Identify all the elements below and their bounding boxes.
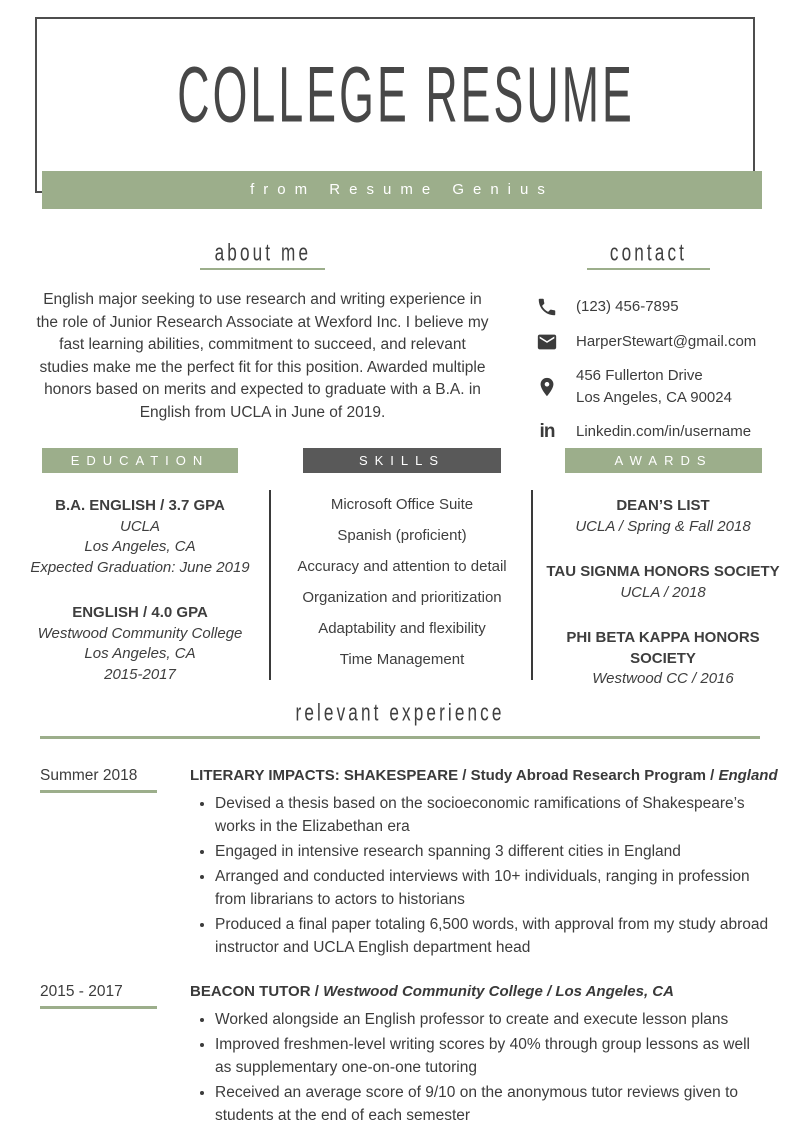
awards-column (538, 448, 788, 690)
subtitle-banner (42, 171, 762, 209)
contact-section (528, 240, 768, 455)
entry-body (190, 767, 778, 961)
email-icon (536, 330, 558, 354)
entry-title: LITERARY IMPACTS: SHAKESPEARE / Study Abroad Research Program / England (190, 767, 778, 784)
street-address: 456 Fullerton Drive Los Angeles, CA 90024 (576, 367, 732, 406)
location-icon (536, 375, 558, 399)
award-entry: TAU SIGNMA HONORS SOCIETY UCLA / 2018 (546, 563, 780, 601)
experience-rule (40, 736, 760, 739)
linkedin-url: Linkedin.com/in/username (576, 423, 752, 440)
experience-entry (40, 767, 778, 961)
email-address: HarperStewart@gmail.com (576, 333, 757, 350)
subtitle-text: from Resume Genius (250, 181, 554, 198)
contact-row-linkedin (536, 420, 768, 444)
phone-number: (123) 456-7895 (576, 298, 679, 315)
skill-item: Microsoft Office Suite (330, 496, 474, 513)
experience-entry (40, 983, 770, 1129)
education-entry: B.A. ENGLISH / 3.7 GPA UCLA Los Angeles, CA Expected Graduation: June 2019 (30, 497, 250, 576)
skills-list (283, 496, 521, 668)
bullet-item: • Devised a thesis based on the socioeconomic ramifications of Shakespeare’s works in the Elizabethan era (215, 792, 778, 838)
skills-column (283, 448, 521, 682)
education-entry: ENGLISH / 4.0 GPA Westwood Community College Los Angeles, CA 2015-2017 (37, 604, 243, 683)
skills-body (283, 496, 521, 668)
bullet-item: • Produced a final paper totaling 6,500 words, with approval from my study abroad instructor and UCLA English department head (215, 913, 778, 959)
page-title: COLLEGE RESUME (177, 51, 635, 139)
skill-item: Organization and prioritization (302, 589, 502, 606)
bullet-item: • Engaged in intensive research spanning 3 different cities in England (215, 840, 778, 863)
phone-icon (536, 295, 558, 319)
skill-item: Time Management (339, 651, 465, 668)
title-frame (35, 17, 755, 193)
award-entry: PHI BETA KAPPA HONORS SOCIETY Westwood CC / 2016 (566, 629, 760, 687)
education-banner: EDUCATION (42, 448, 238, 473)
bullet-item: • Arranged and conducted interviews with 10+ individuals, ranging in profession from librarians to actors to historians (215, 865, 778, 911)
entry-bullets (190, 1008, 770, 1127)
bullet-item: • Received an average score of 9/10 on the anonymous tutor reviews given to students at the end of each semester (215, 1081, 770, 1127)
contact-row-email (536, 330, 768, 354)
bullet-item: • Worked alongside an English professor to create and execute lesson plans (215, 1008, 770, 1031)
contact-row-address (536, 365, 768, 409)
contact-list (528, 295, 768, 444)
skill-item: Adaptability and flexibility (318, 620, 486, 637)
about-text: English major seeking to use research and writing experience in the role of Junior Research Associate at Wexford Inc. I believe my fast learning abilities, commitment to succeed, and relevant studies make me the perfect fit for this position. Awarded multiple honors based on merits and expected to graduate with a B.A. in English from UCLA in June of 2019. (36, 291, 489, 421)
skills-banner: SKILLS (303, 448, 501, 473)
awards-banner: AWARDS (565, 448, 762, 473)
entry-bullets (190, 792, 778, 959)
entry-title: BEACON TUTOR / Westwood Community College / Los Angeles, CA (190, 983, 674, 1000)
column-divider (531, 490, 533, 680)
columns-section (0, 448, 800, 693)
entry-date: Summer 2018 (40, 767, 190, 961)
education-body (20, 496, 260, 685)
linkedin-icon: in (539, 421, 555, 442)
bullet-item: • Improved freshmen-level writing scores by 40% through group lessons as well as supplementary one-on-one tutoring (215, 1033, 770, 1079)
about-section (35, 240, 490, 424)
entry-date: 2015 - 2017 (40, 983, 190, 1129)
column-divider (269, 490, 271, 680)
about-underline (200, 268, 325, 270)
education-column (20, 448, 260, 685)
experience-section (0, 700, 800, 1129)
experience-heading: relevant experience (295, 699, 505, 726)
skill-item: Accuracy and attention to detail (297, 558, 507, 575)
award-entry: DEAN’S LIST UCLA / Spring & Fall 2018 (575, 497, 751, 535)
contact-heading: contact (609, 239, 687, 266)
contact-row-phone (536, 295, 768, 319)
about-heading: about me (214, 239, 311, 266)
awards-body (538, 496, 788, 690)
entry-body (190, 983, 770, 1129)
contact-underline (587, 268, 710, 270)
skill-item: Spanish (proficient) (337, 527, 467, 544)
